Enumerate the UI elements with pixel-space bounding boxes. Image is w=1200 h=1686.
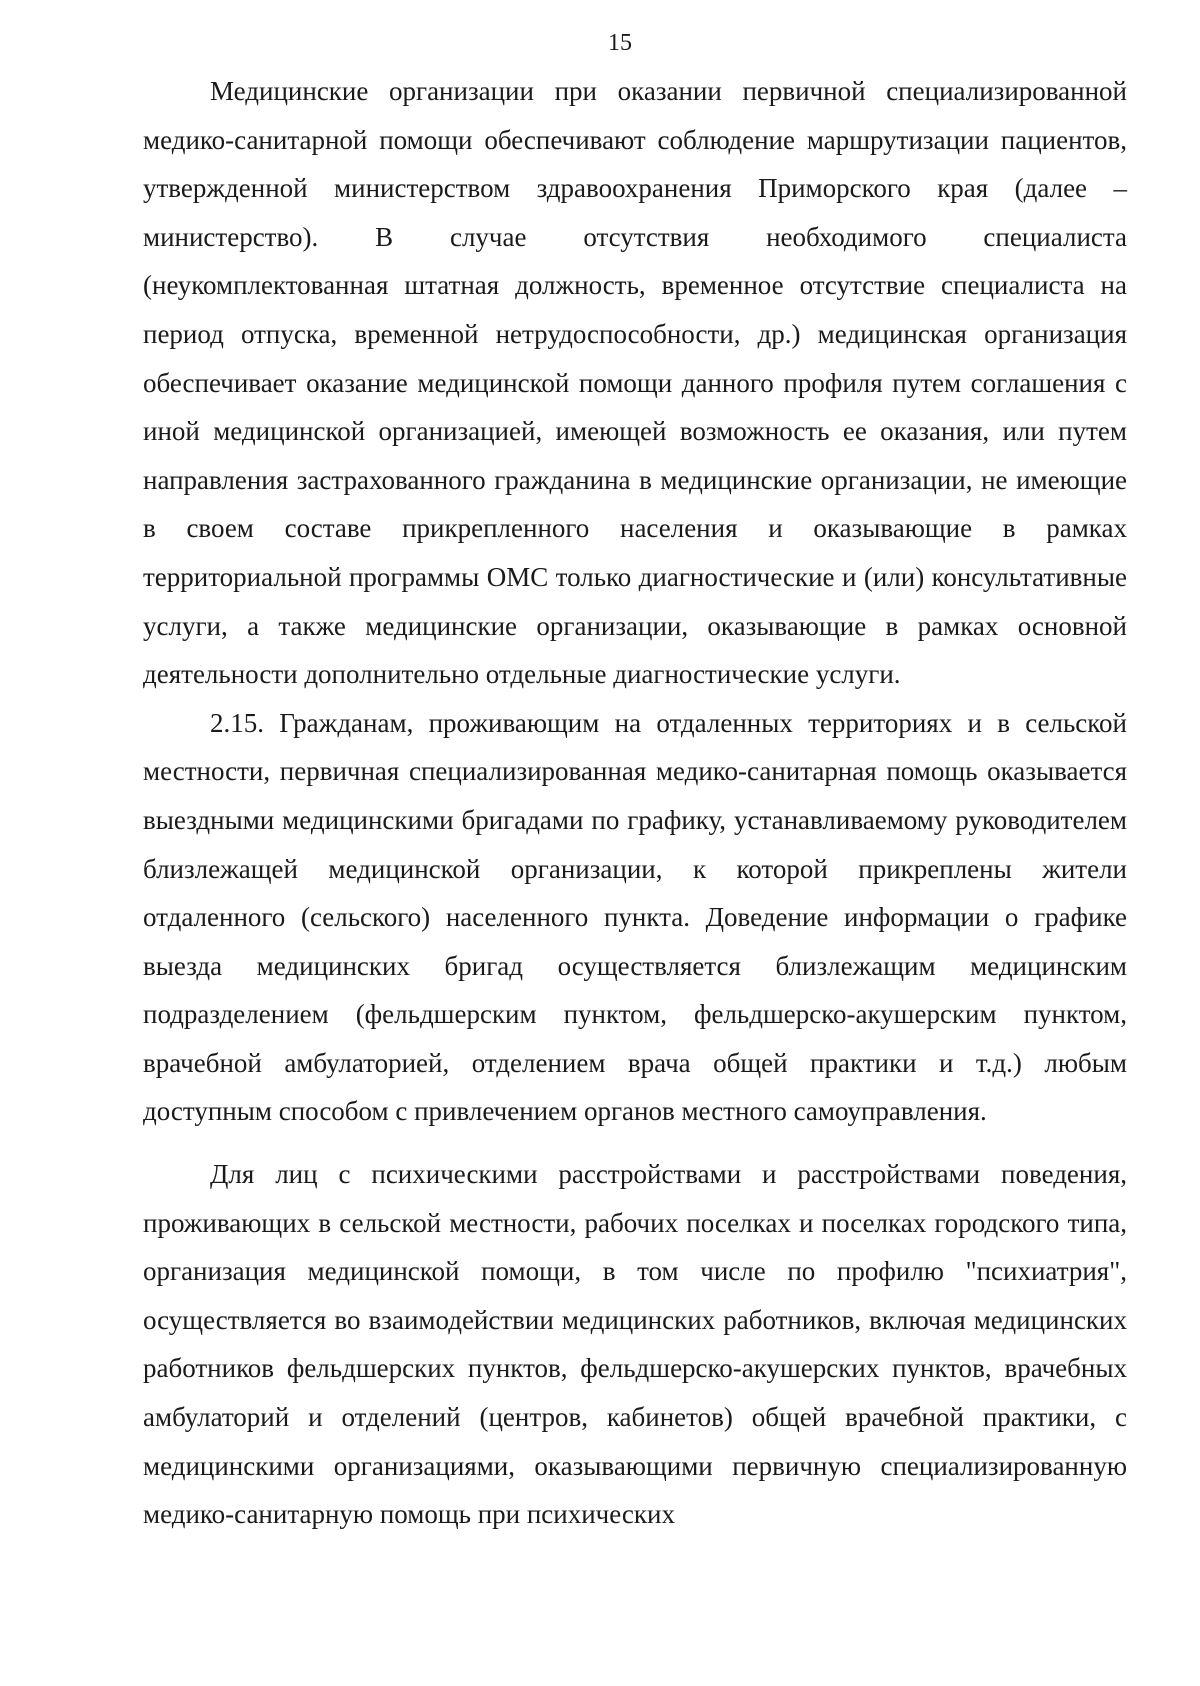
paragraph-2-15: 2.15. Гражданам, проживающим на отдаленных территориях и в сельской местности, первичная специализированная медико-санитарная помощь оказывается выездными медицинскими бригадами по графику, устанавливаемому руководителем близлежащей медицинской организации, к которой прикреплены жители отдаленного (сельского) населенного пункта. Доведение информации о графике выезда медицинских бригад осуществляется близлежащим медицинским подразделением (фельдшерским пунктом, фельдшерско-акушерским пунктом, врачебной амбулаторией, отделением врача общей практики и т.д.) любым доступным способом с привлечением органов местного самоуправления.: [143, 707, 1127, 1127]
page-number: 15: [608, 30, 632, 56]
paragraph-routing: Медицинские организации при оказании первичной специализированной медико-санитарной помощи обеспечивают соблюдение маршрутизации пациентов, утвержденной министерством здравоохранения Приморского края (далее – министерство). В случае отсутствия необходимого специалиста (неукомплектованная штатная должность, временное отсутствие специалиста на период отпуска, временной нетрудоспособности, др.) медицинская организация обеспечивает оказание медицинской помощи данного профиля путем соглашения с иной медицинской организацией, имеющей возможность ее оказания, или путем направления застрахованного гражданина в медицинские организации, не имеющие в своем составе прикрепленного населения и оказывающие в рамках территориальной программы ОМС только диагностические и (или) консультативные услуги, а также медицинские организации, оказывающие в рамках основной деятельности дополнительно отдельные диагностические услуги.: [143, 76, 1127, 690]
paragraph-psychiatry: Для лиц с психическими расстройствами и расстройствами поведения, проживающих в сельской местности, рабочих поселках и поселках городского типа, организация медицинской помощи, в том числе по профилю "психиатрия", осуществляется во взаимодействии медицинских работников, включая медицинских работников фельдшерских пунктов, фельдшерско-акушерских пунктов, врачебных амбулаторий и отделений (центров, кабинетов) общей врачебной практики, с медицинскими организациями, оказывающими первичную специализированную медико-санитарную помощь при психических: [143, 1159, 1127, 1530]
document-body: [143, 67, 1127, 1539]
